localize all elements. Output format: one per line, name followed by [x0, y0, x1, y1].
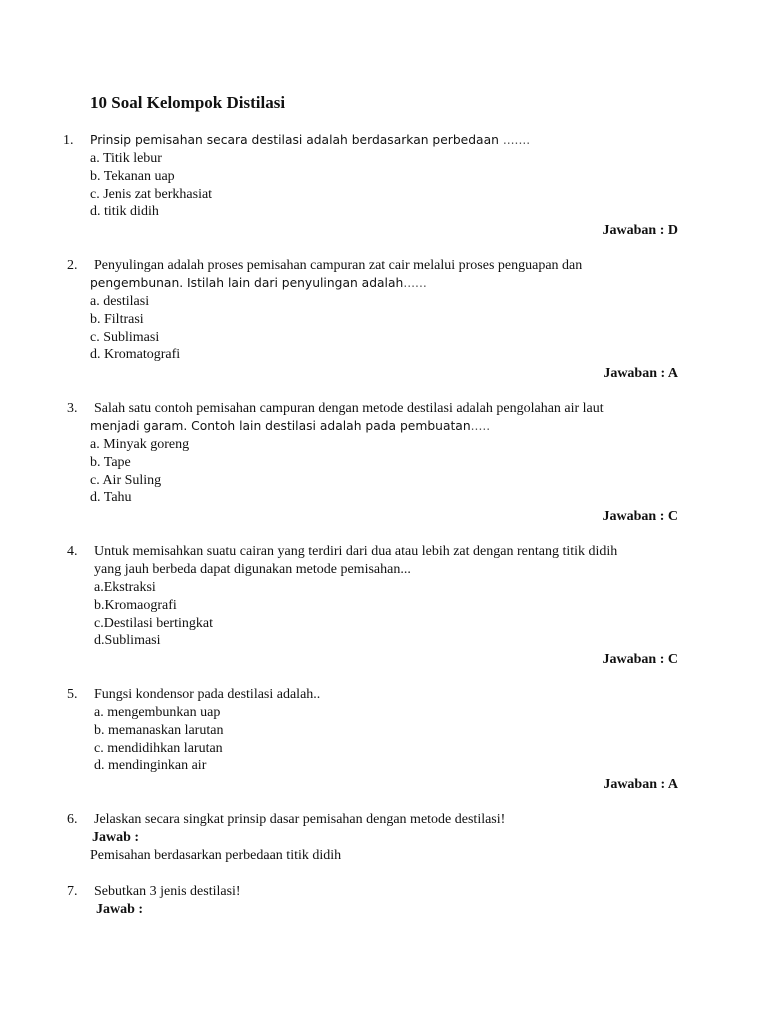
question-number: 4. — [67, 544, 78, 559]
options-list — [90, 150, 212, 221]
question-number: 5. — [67, 687, 78, 702]
option-a: a. mengembunkan uap — [94, 705, 221, 720]
option-b: b.Kromaografi — [94, 597, 177, 613]
option-d: d. Kromatografi — [90, 347, 181, 363]
option-c: c. Jenis zat berkhasiat — [90, 186, 213, 202]
option-a: a. Minyak goreng — [90, 437, 190, 452]
question-text-line-1: Salah satu contoh pemisahan campuran dengan metode destilasi adalah pengolahan air laut — [94, 401, 604, 416]
question-dots: ....... — [502, 133, 531, 147]
option-d: d. Tahu — [90, 490, 132, 506]
jawab-text: Pemisahan berdasarkan perbedaan titik didih — [90, 848, 342, 863]
question-text-line-2 — [90, 275, 678, 293]
question-number: 7. — [67, 884, 78, 899]
question-text: Sebutkan 3 jenis destilasi! — [94, 884, 241, 899]
question-text: Jelaskan secara singkat prinsip dasar pemisahan dengan metode destilasi! — [94, 812, 506, 827]
question-number: 2. — [67, 258, 78, 273]
question-text-main: Prinsip pemisahan secara destilasi adalah berdasarkan perbedaan — [90, 133, 499, 147]
option-c: c. mendidihkan larutan — [94, 740, 223, 756]
option-a: a. Titik lebur — [90, 151, 162, 166]
question-number: 3. — [67, 401, 78, 416]
option-b: b. Tape — [90, 454, 131, 470]
question-dots: ..... — [470, 419, 491, 433]
answer-key: Jawaban : D — [602, 223, 678, 238]
question-text-line-2 — [90, 418, 678, 436]
question-number: 6. — [67, 812, 78, 827]
question-text-line-1: Untuk memisahkan suatu cairan yang terdiri dari dua atau lebih zat dengan rentang titik didih — [94, 544, 618, 559]
question-text-line-2: yang jauh berbeda dapat digunakan metode pemisahan... — [94, 562, 411, 577]
answer-key: Jawaban : C — [602, 652, 678, 667]
option-d: d.Sublimasi — [94, 633, 161, 649]
question-dots: ...... — [403, 276, 427, 290]
question-text-main: menjadi garam. Contoh lain destilasi adalah pada pembuatan — [90, 419, 471, 433]
option-a: a. destilasi — [90, 294, 150, 309]
jawab-label: Jawab : — [92, 830, 140, 845]
option-b: b. Tekanan uap — [90, 168, 175, 184]
question-text: Fungsi kondensor pada destilasi adalah.. — [94, 687, 321, 702]
question-number: 1. — [63, 133, 74, 148]
option-c: c. Sublimasi — [90, 329, 160, 345]
option-b: b. memanaskan larutan — [94, 722, 224, 738]
page-title: 10 Soal Kelompok Distilasi — [90, 93, 286, 112]
option-c: c.Destilasi bertingkat — [94, 615, 213, 631]
jawab-label: Jawab : — [96, 902, 144, 917]
option-a: a.Ekstraksi — [94, 580, 156, 595]
question-text-main: pengembunan. Istilah lain dari penyulingan adalah — [90, 276, 404, 290]
option-b: b. Filtrasi — [90, 311, 144, 327]
option-c: c. Air Suling — [90, 472, 162, 488]
answer-key: Jawaban : C — [602, 509, 678, 524]
options-list — [90, 293, 180, 364]
options-list — [94, 704, 223, 775]
question-text-line-1: Penyulingan adalah proses pemisahan campuran zat cair melalui proses penguapan dan — [94, 258, 583, 273]
answer-key: Jawaban : A — [603, 777, 678, 792]
options-list — [94, 579, 213, 650]
answer-key: Jawaban : A — [603, 366, 678, 381]
option-d: d. mendinginkan air — [94, 758, 207, 774]
option-d: d. titik didih — [90, 204, 159, 220]
options-list — [90, 436, 189, 507]
question-text — [90, 132, 678, 150]
